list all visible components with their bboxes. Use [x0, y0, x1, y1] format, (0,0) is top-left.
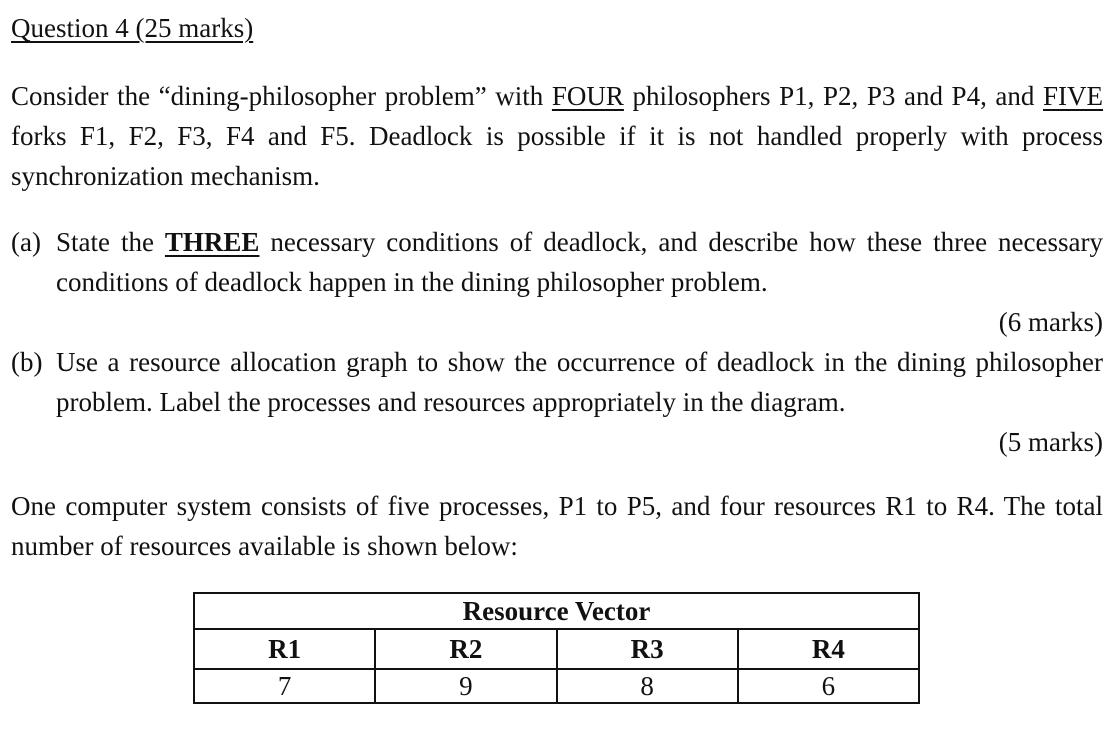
five-emphasis: FIVE — [1043, 81, 1104, 111]
intro-text-1: Consider the “dining-philosopher problem” with — [11, 81, 552, 111]
value-r4: 6 — [738, 669, 919, 703]
header-r3: R3 — [557, 629, 738, 669]
part-a-label: (a) — [11, 227, 41, 257]
resource-vector-title: Resource Vector — [194, 593, 919, 629]
header-r2: R2 — [375, 629, 556, 669]
header-r1: R1 — [194, 629, 375, 669]
three-emphasis: THREE — [164, 227, 260, 257]
intro-text-3: forks F1, F2, F3, F4 and F5. Deadlock is possible if it is not handled properly with process synchronization mechanism. — [11, 121, 1103, 191]
value-r1: 7 — [194, 669, 375, 703]
part-a-marks: (6 marks) — [998, 307, 1103, 337]
value-r3: 8 — [557, 669, 738, 703]
value-r2: 9 — [375, 669, 556, 703]
resource-vector-table — [193, 592, 920, 704]
part-a — [11, 222, 1103, 302]
part-b — [11, 342, 1103, 422]
part-b-marks: (5 marks) — [998, 427, 1103, 457]
part-a-text — [56, 222, 1103, 302]
system-description: One computer system consists of five processes, P1 to P5, and four resources R1 to R4. The total number of resources available is shown below: — [11, 491, 1103, 561]
question-heading: Question 4 (25 marks) — [11, 13, 254, 43]
part-b-text: Use a resource allocation graph to show the occurrence of deadlock in the dining philosopher problem. Label the processes and resources appropriately in the diagram. — [56, 347, 1103, 417]
header-r4: R4 — [738, 629, 919, 669]
intro-paragraph — [11, 76, 1103, 196]
part-a-text-1: State the — [56, 227, 165, 257]
part-b-label: (b) — [11, 347, 43, 377]
four-emphasis: FOUR — [551, 81, 624, 111]
part-a-text-2: necessary conditions of deadlock, and describe how these three necessary conditions of deadlock happen in the dining philosopher problem. — [56, 227, 1103, 297]
intro-text-2: philosophers P1, P2, P3 and P4, and — [623, 81, 1044, 111]
